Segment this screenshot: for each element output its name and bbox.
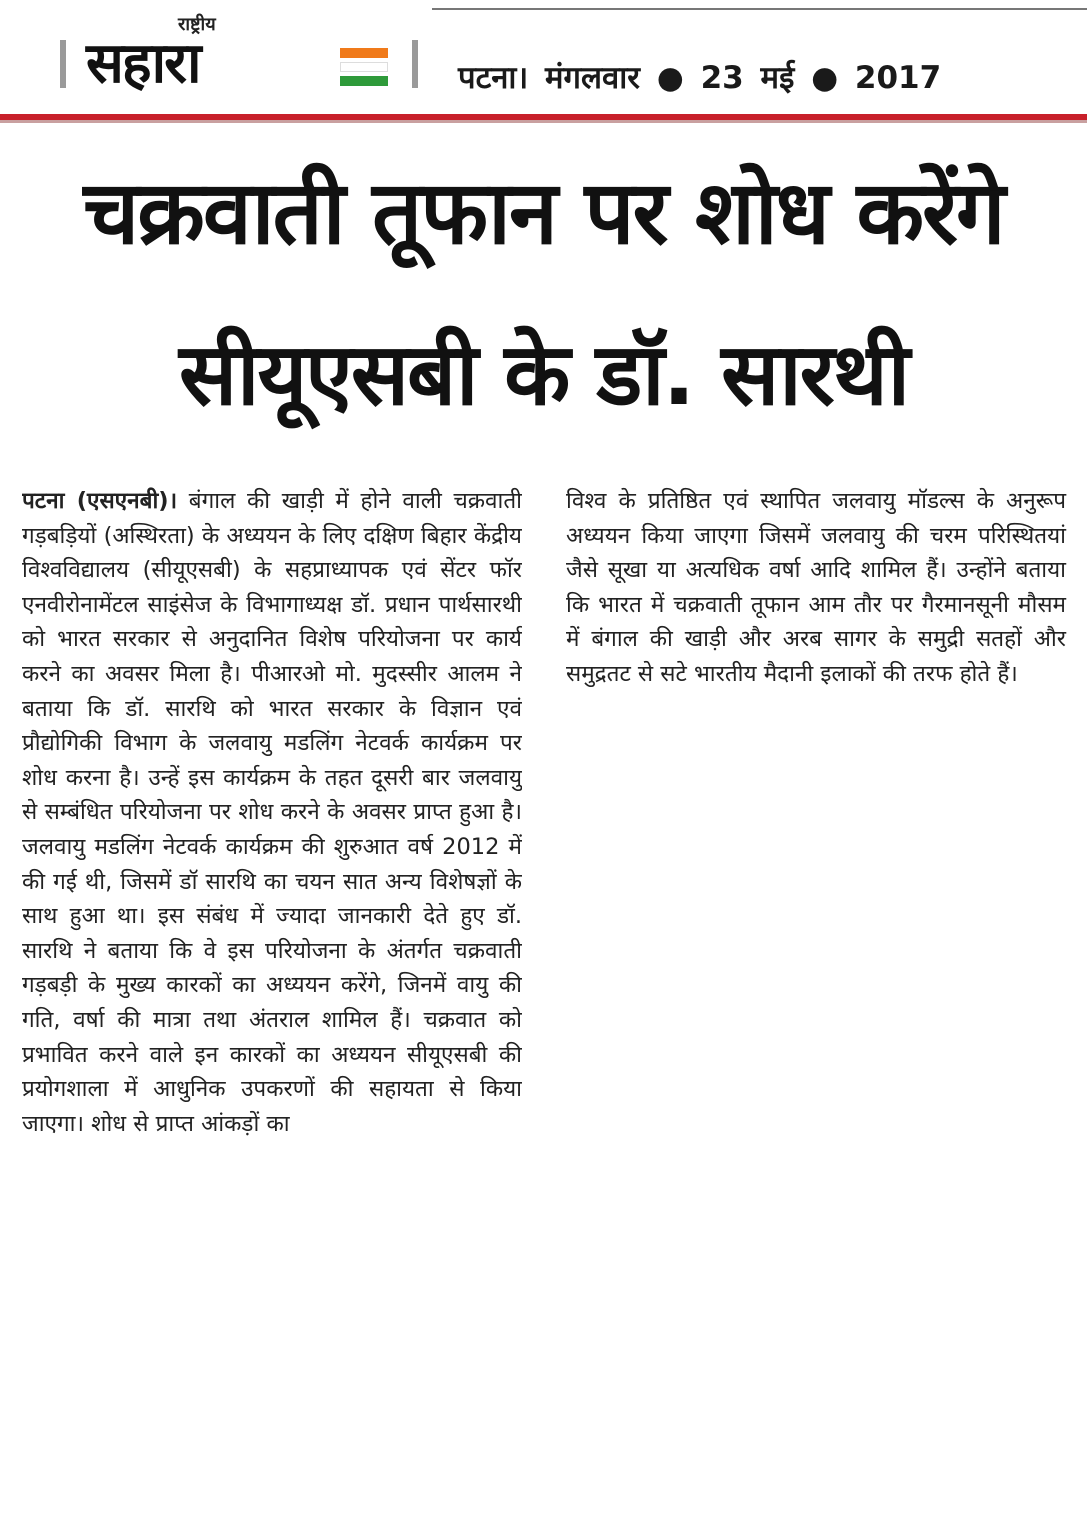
article-dateline: पटना (एसएनबी)। <box>22 488 178 514</box>
logo-right-bar <box>412 40 418 88</box>
masthead-top-line <box>432 8 1087 10</box>
masthead <box>0 0 1087 130</box>
logo-left-bar <box>60 40 66 88</box>
headline-line-1: चक्रवाती तूफान पर शोध करेंगे <box>83 161 1004 264</box>
tricolor-flag-icon <box>340 48 388 90</box>
logo-subtitle: राष्ट्रीय <box>178 14 216 35</box>
masthead-shadow-rule <box>0 120 1087 123</box>
edition-dateline: पटना। मंगलवार ● 23 मई ● 2017 <box>458 60 942 96</box>
article-body-right: विश्व के प्रतिष्ठित एवं स्थापित जलवायु मॉडल्स के अनुरूप अध्ययन किया जाएगा जिसमें जलवायु की चरम परिस्थितयां जैसे सूखा या अत्यधिक वर्षा आदि शामिल हैं। उन्होंने बताया कि भारत में चक्रवाती तूफान आम तौर पर गैरमानसूनी मौसम में बंगाल की खाड़ी और अरब सागर के समुद्री सतहों और समुद्रतट से सटे भारतीय मैदानी इलाकों की तरफ होते हैं। <box>566 488 1066 687</box>
headline-line-2: सीयूएसबी के डॉ. सारथी <box>179 325 908 425</box>
article-paragraph-left <box>22 484 522 1141</box>
article-column-right <box>566 484 1066 692</box>
article-column-left <box>22 484 522 1524</box>
article-body-left: बंगाल की खाड़ी में होने वाली चक्रवाती गड़बड़ियों (अस्थिरता) के अध्ययन के लिए दक्षिण बिहार केंद्रीय विश्वविद्यालय (सीयूएसबी) के सहप्राध्यापक एवं सेंटर फॉर एनवीरोनामेंटल साइंसेज के विभागाध्यक्ष डॉ. प्रधान पार्थसारथी को भारत सरकार से अनुदानित विशेष परियोजना पर कार्य करने का अवसर मिला है। पीआरओ मो. मुदस्सीर आलम ने बताया कि डॉ. सारथि को भारत सरकार के विज्ञान एवं प्रौद्योगिकी विभाग के जलवायु मडलिंग नेटवर्क कार्यक्रम पर शोध करना है। उन्हें इस कार्यक्रम के तहत दूसरी बार जलवायु से सम्बंधित परियोजना पर शोध करने के अवसर प्राप्त हुआ है। जलवायु मडलिंग नेटवर्क कार्यक्रम की शुरुआत वर्ष 2012 में की गई थी, जिसमें डॉ सारथि का चयन सात अन्य विशेषज्ञों के साथ हुआ था। इस संबंध में ज्यादा जानकारी देते हुए डॉ. सारथि ने बताया कि वे इस परियोजना के अंतर्गत चक्रवाती गड़बड़ी के मुख्य कारकों का अध्ययन करेंगे, जिनमें वायु की गति, वर्षा की मात्रा तथा अंतराल शामिल हैं। चक्रवात को प्रभावित करने वाले इन कारकों का अध्ययन सीयूएसबी की प्रयोगशाला में आधुनिक उपकरणों की सहायता से किया जाएगा। शोध से प्राप्त आंकड़ों का <box>22 488 522 1137</box>
newspaper-logo: सहारा <box>86 30 200 96</box>
